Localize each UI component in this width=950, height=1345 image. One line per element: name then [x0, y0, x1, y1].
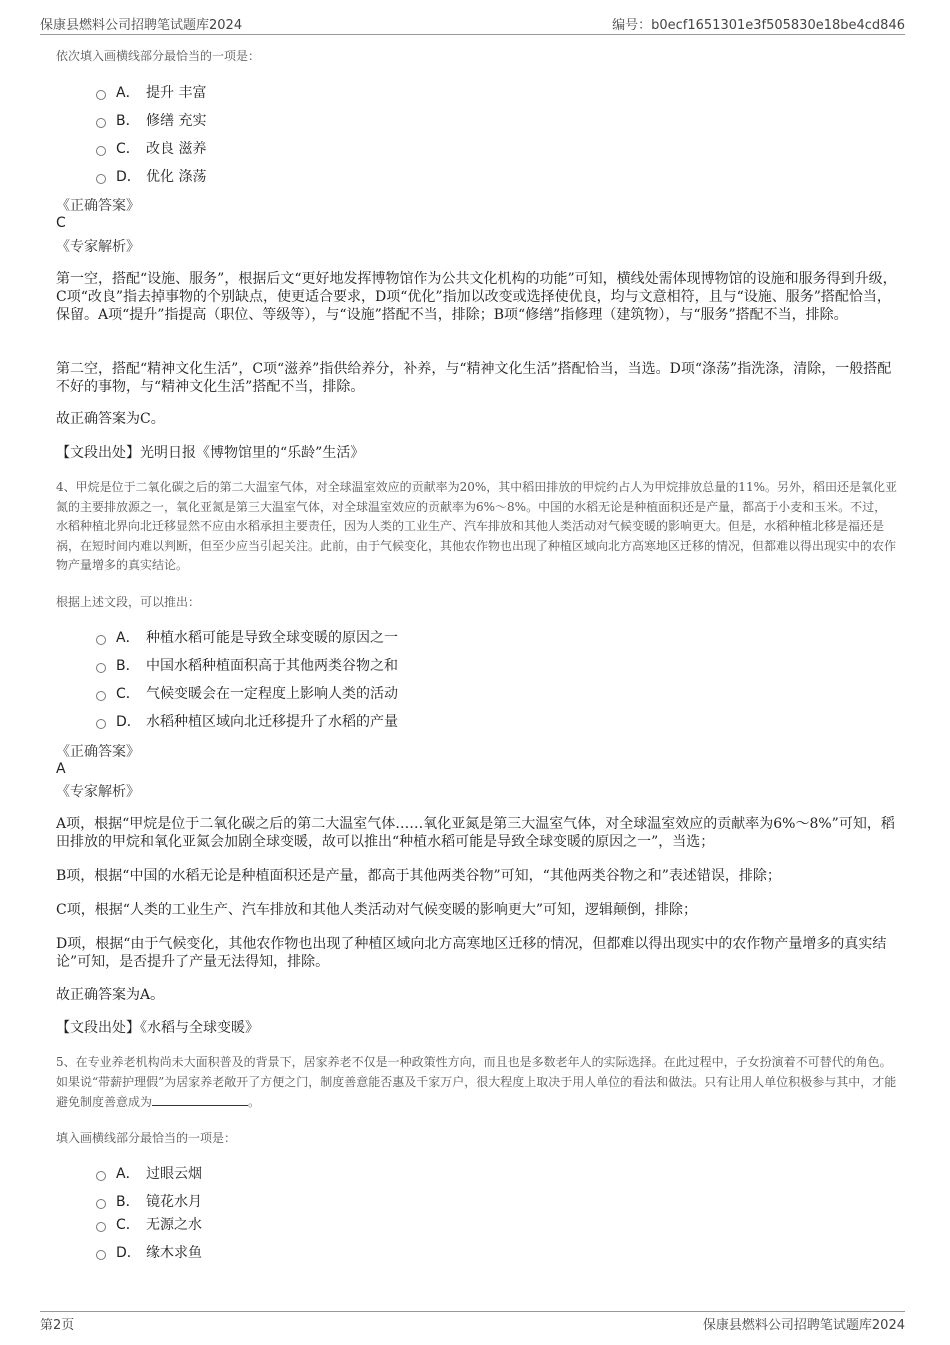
option-text: 水稻种植区域向北迁移提升了水稻的产量: [146, 714, 398, 730]
radio-icon[interactable]: [96, 174, 106, 184]
page-footer: [40, 1314, 905, 1333]
radio-icon[interactable]: [96, 663, 106, 673]
radio-icon[interactable]: [96, 719, 106, 729]
q5-stem: [56, 1053, 898, 1113]
radio-icon[interactable]: [96, 1222, 106, 1232]
q5-prompt: 填入画横线部分最恰当的一项是：: [56, 1131, 237, 1145]
option-text: 改良 滋养: [146, 141, 207, 157]
q4-option-d[interactable]: [96, 711, 398, 731]
option-letter: A．: [116, 85, 140, 101]
option-letter: A．: [116, 1166, 140, 1182]
radio-icon[interactable]: [96, 691, 106, 701]
q5-option-a[interactable]: [96, 1163, 202, 1183]
header-title: 保康县燃料公司招聘笔试题库2024: [40, 18, 243, 33]
footer-title: 保康县燃料公司招聘笔试题库2024: [702, 1318, 905, 1333]
footer-divider: [40, 1311, 905, 1312]
option-text: 缘木求鱼: [146, 1245, 202, 1261]
q5-stem-end: 。: [248, 1095, 261, 1109]
q3-source: 【文段出处】光明日报《博物馆里的“乐龄”生活》: [56, 445, 365, 461]
q4-analysis-conclusion: 故正确答案为A。: [56, 987, 165, 1003]
q4-analysis-paragraph: A项，根据“甲烷是位于二氧化碳之后的第二大温室气体……氧化亚氮是第三大温室气体，对全球温室效应的贡献率为6%～8%”可知，稻田排放的甲烷和氧化亚氮会加剧全球变暖，故可以推出“种植水稻可能是导致全球变暖的原因之一”，当选；: [56, 816, 895, 850]
option-letter: B．: [116, 1194, 140, 1210]
q4-analysis-label: 《专家解析》: [56, 784, 140, 800]
radio-icon[interactable]: [96, 118, 106, 128]
q3-option-b[interactable]: [96, 110, 206, 130]
page-header: [40, 14, 905, 33]
q4-stem: 4、甲烷是位于二氧化碳之后的第二大温室气体，对全球温室效应的贡献率为20%，其中稻田排放的甲烷约占人为甲烷排放总量的11%。另外，稻田还是氧化亚氮的主要排放源之一，氧化亚氮是第三大温室气体，对全球温室效应的贡献率为6%～8%。中国的水稻无论是种植面积还是产量，都高于小麦和玉米。不过，水稻种植北界向北迁移显然不应由水稻承担主要责任，因为人类的工业生产、汽车排放和其他人类活动对气候变暖的影响更大。但是，水稻种植北移是福还是祸，在短时间内难以判断，但至少应当引起关注。此前，由于气候变化，其他农作物也出现了种植区域向北方高寒地区迁移的情况，但都难以得出现实中的农作物产量增多的真实结论。: [56, 480, 897, 572]
option-text: 优化 涤荡: [146, 169, 207, 185]
q5-option-d[interactable]: [96, 1242, 202, 1262]
q5-stem-text: 5、在专业养老机构尚未大面积普及的背景下，居家养老不仅是一种政策性方向，而且也是多数老年人的实际选择。在此过程中，子女扮演着不可替代的角色。如果说“带薪护理假”为居家养老敞开了方便之门，制度善意能否惠及千家万户，很大程度上取决于用人单位的看法和做法。只有让用人单位积极参与其中，才能避免制度善意成为: [56, 1055, 897, 1109]
q4-analysis-paragraph: C项，根据“人类的工业生产、汽车排放和其他人类活动对气候变暖的影响更大”可知，逻辑颠倒，排除；: [56, 902, 698, 918]
option-text: 无源之水: [146, 1217, 202, 1233]
radio-icon[interactable]: [96, 635, 106, 645]
q3-option-a[interactable]: [96, 82, 206, 102]
option-letter: C．: [116, 686, 140, 702]
option-text: 提升 丰富: [146, 85, 207, 101]
header-doc-id: 编号：b0ecf1651301e3f505830e18be4cd846: [612, 18, 905, 33]
q3-analysis-paragraph: 第二空，搭配“精神文化生活”，C项“滋养”指供给养分，补养，与“精神文化生活”搭配恰当，当选。D项“涤荡”指洗涤，清除，一般搭配不好的事物，与“精神文化生活”搭配不当，排除。: [56, 361, 892, 395]
q4-answer-label: 《正确答案》: [56, 744, 140, 760]
option-text: 镜花水月: [146, 1194, 202, 1210]
q3-answer: C: [56, 215, 66, 231]
q3-answer-label: 《正确答案》: [56, 198, 140, 214]
q3-analysis-conclusion: 故正确答案为C。: [56, 411, 165, 427]
q4-prompt: 根据上述文段，可以推出：: [56, 595, 201, 609]
radio-icon[interactable]: [96, 1171, 106, 1181]
q4-analysis-paragraph: D项，根据“由于气候变化，其他农作物也出现了种植区域向北方高寒地区迁移的情况，但都难以得出现实中的农作物产量增多的真实结论”可知，是否提升了产量无法得知，排除。: [56, 936, 887, 970]
option-letter: B．: [116, 658, 140, 674]
option-text: 种植水稻可能是导致全球变暖的原因之一: [146, 630, 398, 646]
q3-option-c[interactable]: [96, 138, 206, 158]
answer-blank: [152, 1092, 248, 1106]
q4-source: 【文段出处】《水稻与全球变暖》: [56, 1020, 259, 1036]
option-letter: D．: [116, 714, 141, 730]
option-letter: D．: [116, 169, 141, 185]
option-letter: D．: [116, 1245, 141, 1261]
q4-analysis-paragraph: B项，根据“中国的水稻无论是种植面积还是产量，都高于其他两类谷物”可知，“其他两类谷物之和”表述错误，排除；: [56, 868, 781, 884]
option-text: 过眼云烟: [146, 1166, 202, 1182]
q5-option-c[interactable]: [96, 1214, 202, 1234]
q4-option-b[interactable]: [96, 655, 398, 675]
page-number: 第2页: [40, 1318, 75, 1333]
radio-icon[interactable]: [96, 1250, 106, 1260]
q4-answer: A: [56, 761, 66, 777]
option-letter: C．: [116, 141, 140, 157]
q5-option-b[interactable]: [96, 1191, 202, 1211]
radio-icon[interactable]: [96, 1199, 106, 1209]
radio-icon[interactable]: [96, 146, 106, 156]
header-divider: [40, 34, 905, 35]
option-letter: A．: [116, 630, 140, 646]
option-letter: B．: [116, 113, 140, 129]
option-letter: C．: [116, 1217, 140, 1233]
q3-prompt: 依次填入画横线部分最恰当的一项是：: [56, 49, 261, 63]
q3-analysis-label: 《专家解析》: [56, 239, 140, 255]
q3-option-d[interactable]: [96, 166, 206, 186]
option-text: 修缮 充实: [146, 113, 207, 129]
q4-option-a[interactable]: [96, 627, 398, 647]
option-text: 中国水稻种植面积高于其他两类谷物之和: [146, 658, 398, 674]
q4-option-c[interactable]: [96, 683, 398, 703]
option-text: 气候变暖会在一定程度上影响人类的活动: [146, 686, 398, 702]
radio-icon[interactable]: [96, 90, 106, 100]
q3-analysis-paragraph: 第一空，搭配“设施、服务”，根据后文“更好地发挥博物馆作为公共文化机构的功能”可知，横线处需体现博物馆的设施和服务得到升级，C项“改良”指去掉事物的个别缺点，使更适合要求，D项“优化”指加以改变或选择使优良，均与文意相符，且与“设施、服务”搭配恰当，保留。A项“提升”指提高（职位、等级等），与“设施”搭配不当，排除；B项“修缮”指修理（建筑物），与“服务”搭配不当，排除。: [56, 271, 897, 323]
